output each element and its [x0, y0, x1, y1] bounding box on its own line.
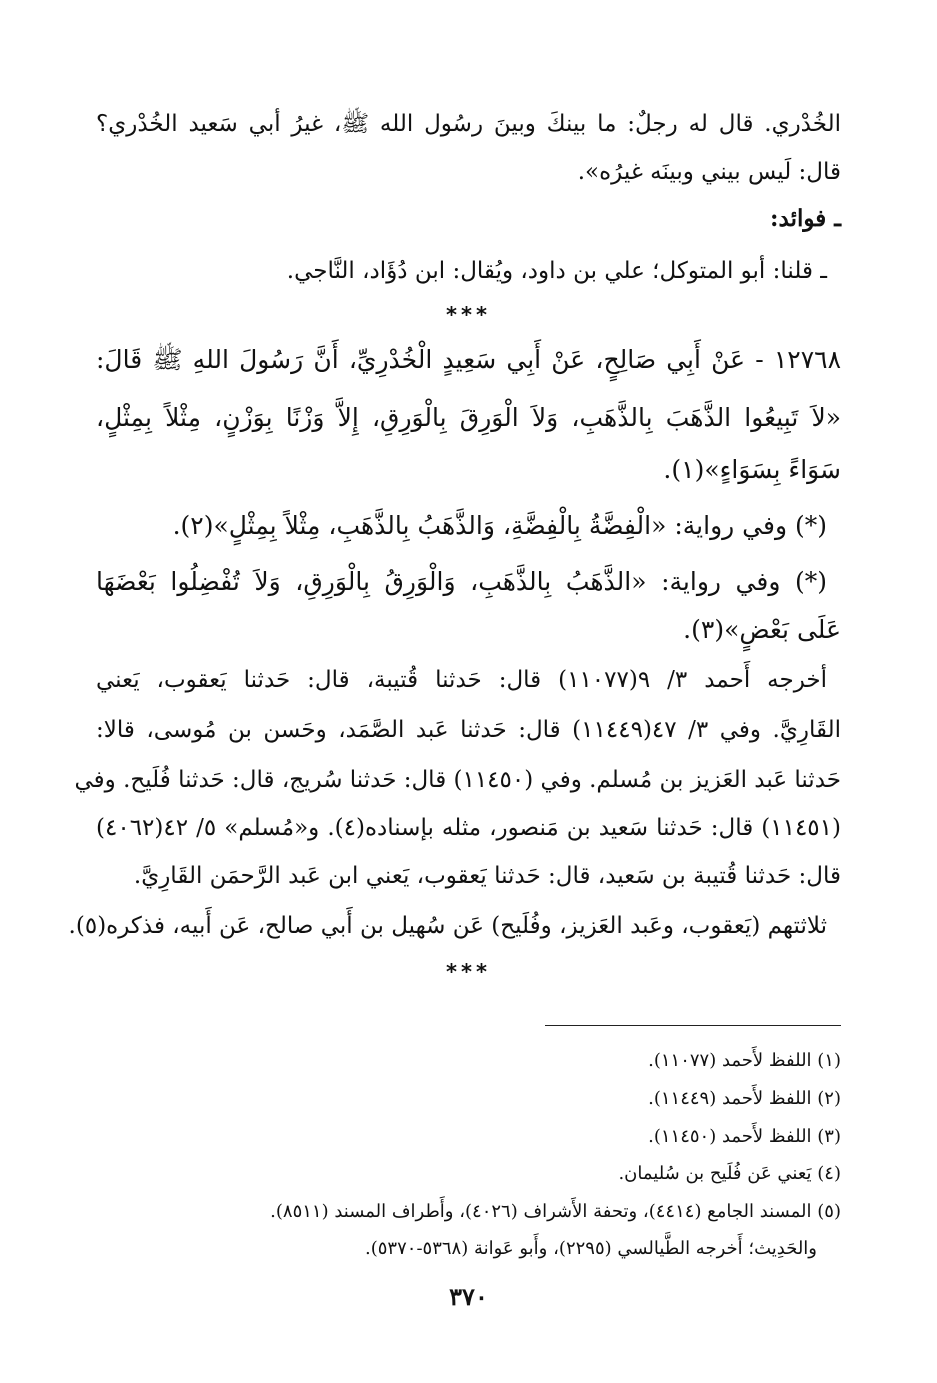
takhrij-line-6: ثلاثتهم (يَعقوب، وعَبد العَزيز، وفُلَيح) عَن سُهيل بن أَبي صالح، عَن أَبيه، فذكره(٥). [68, 913, 827, 939]
benefits-heading: ـ فوائد: [770, 205, 841, 232]
benefits-note: ـ قلنا: أبو المتوكل؛ علي بن داود، ويُقال: ابن دُؤَاد، النَّاجي. [286, 258, 827, 284]
footnote-4: (٤) يَعني عَن فُلَيح بن سُليمان. [618, 1163, 841, 1184]
hadith-text-line-1: «لاَ تَبِيعُوا الذَّهَبَ بِالذَّهَبِ، وَلاَ الْوَرِقَ بِالْوَرِقِ، إِلاَّ وَزْنًا بِوَزْنٍ، مِثْلاً بِمِثْلٍ، [96, 403, 842, 432]
body-line-1: الخُدْري. قال له رجلٌ: ما بينكَ وبينَ رسُول الله ﷺ، غيرُ أبي سَعيد الخُدْري؟ [96, 111, 841, 137]
section-separator: *** [446, 303, 491, 327]
takhrij-line-2: القَارِيَّ. وفي ٣/ ٤٧(١١٤٤٩) قال: حَدثنا عَبد الصَّمَد، وحَسن بن مُوسى، قالا: [96, 717, 842, 743]
takhrij-line-1: أخرجه أَحمد ٣/ ٩(١١٠٧٧) قال: حَدثنا قُتيبة، قال: حَدثنا يَعقوب، يَعني [96, 667, 828, 693]
hadith-heading-line: ١٢٧٦٨ - عَنْ أَبِي صَالِحٍ، عَنْ أَبِي سَعِيدٍ الْخُدْرِيِّ، أَنَّ رَسُولَ اللهِ ﷺ قَالَ: [96, 345, 841, 374]
footnote-1: (١) اللفظ لأَحمد (١١٠٧٧). [648, 1050, 841, 1071]
body-line-2: قال: لَيس بيني وبينَه غيرُه». [577, 159, 841, 185]
section-separator-end: *** [446, 960, 491, 984]
page-number: ٣٧٠ [449, 1282, 488, 1311]
footnote-2: (٢) اللفظ لأَحمد (١١٤٤٩). [648, 1088, 841, 1109]
footnote-5-cont: والحَدِيث؛ أَخرجه الطَّيالسي (٢٢٩٥)، وأَبو عَوانة (٥٣٦٨-٥٣٧٠). [365, 1238, 817, 1259]
riwaya-line-2: (*) وفي رواية: «الذَّهَبُ بِالذَّهَبِ، وَالْوَرِقُ بِالْوَرِقِ، وَلاَ تُفْضِلُوا بَعْضَهَا [96, 567, 827, 596]
footnote-5: (٥) المسند الجامع (٤٤١٤)، وتحفة الأَشراف (٤٠٢٦)، وأَطراف المسند (٨٥١١). [270, 1201, 841, 1222]
takhrij-line-3: حَدثنا عَبد العَزيز بن مُسلم. وفي (١١٤٥٠) قال: حَدثنا سُريج، قال: حَدثنا فُلَيح. وفي [74, 767, 841, 793]
takhrij-line-5: قال: حَدثنا قُتيبة بن سَعيد، قال: حَدثنا يَعقوب، يَعني ابن عَبد الرَّحمَن القَارِيَّ. [133, 863, 841, 889]
takhrij-line-4: (١١٤٥١) قال: حَدثنا سَعيد بن مَنصور، مثله بإسناده(٤). و«مُسلم» ٥/ ٤٢(٤٠٦٢) [96, 815, 842, 841]
footnote-rule [545, 1025, 841, 1026]
riwaya-line-1: (*) وفي رواية: «الْفِضَّةُ بِالْفِضَّةِ، وَالذَّهَبُ بِالذَّهَبِ، مِثْلاً بِمِثْلٍ»(٢). [172, 511, 827, 540]
hadith-text-line-2: سَوَاءً بِسَوَاءٍ»(١). [663, 455, 841, 484]
footnote-3: (٣) اللفظ لأَحمد (١١٤٥٠). [648, 1126, 841, 1147]
riwaya-line-2-cont: عَلَى بَعْضٍ»(٣). [683, 615, 841, 644]
